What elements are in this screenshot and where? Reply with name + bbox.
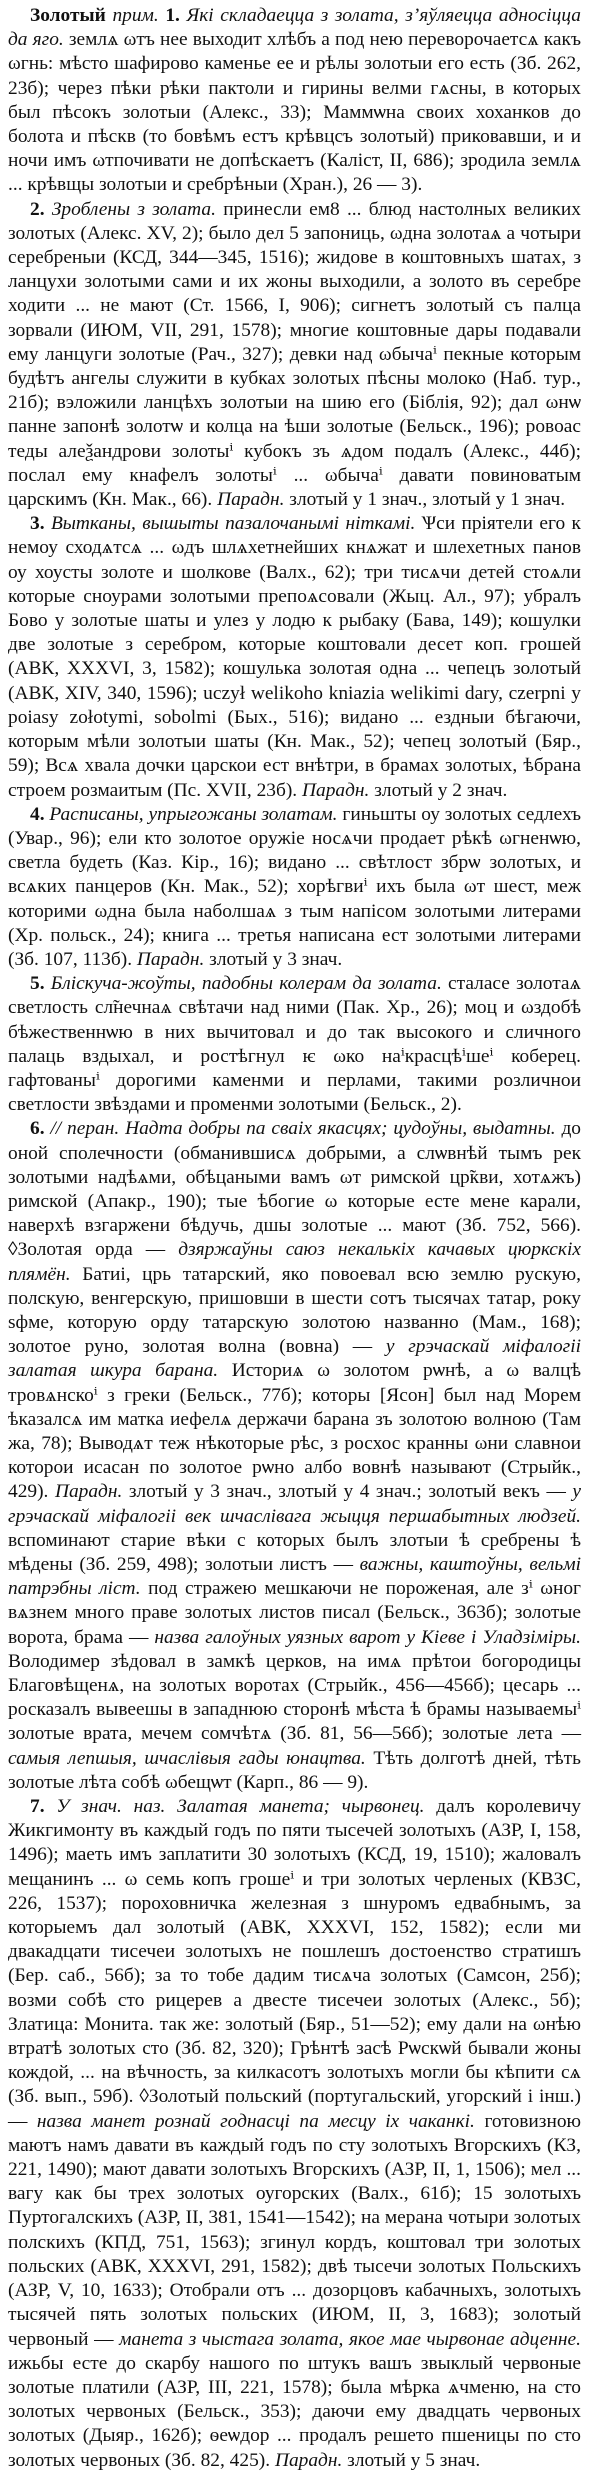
idiom-citation: готовизною маютъ намъ давати въ каждый годъ по сту золотыхъ Вгорскихъ (КЗ, 221, 1490); мают давати золотыхъ Вгорскихъ (АЗР, II, 1, 1506); мел ... вагу как бы трех золотых оугорских (Валх., 61б); 15 золотыхъ Пуртогалскихъ (АЗР, II, 381, 1541—1542); на мерана чотыри золотых полскихъ (КПД, 751, 1563); згинул кордъ, коштовал три золотых польских (АВК, XXXVI, 291, 1582); двѣ тысечи золотых Польскихъ (АЗР, V, 10, 1633); Отобрали отъ ... дозорцовъ кабачныхъ, золотыхъ тысячей пять золотых польских (ИЮМ, II, 3, 1683);	[8, 2110, 582, 2326]
citation-text: Ѱси прiятели его к немоу сходѧтсѧ ... ωдъ шлѧхетнейших кнѧжат и шлехетных панов оу хоусты золоте и шолкове (Валх., 62); три тисѧчи детей стоѧли которые сноурами золотыми препоѧсовали (Жыц. Ал., 97); убралъ Бово у золотые шаты и улез у лодю к рыбаку (Бава, 149); кошулки две золотые з серебром, которые коштовали десет коп. грошей (АВК, XXXVI, 3, 1582); кошулька золотая одна ... чепецъ золотый (АВК, XIV, 340, 1596); uczył welikoho kniazia welikimi dary, czerpni y poiasy zołotymi, sobolmi (Бых., 516); видано ... ездныи бѣгаючи, которым мѣли золотыи шаты (Кн. Мак., 52); чепец золотый (Бяр., 59); Всѧ хвала дочки царскои ест внѣтри, в брамах золотых, ѣбрана строем розмаитым (Пс. XVII, 23б).	[8, 513, 581, 801]
idiom-phrase: ◊Золотая орда	[8, 1239, 133, 1261]
sense-gloss: Надта добры па сваіх якасцях; цудоўны, выдатны.	[125, 1118, 556, 1140]
idiom-phrase: золотый векъ	[428, 1481, 540, 1503]
idiom-meaning: у грэчаскай міфалогіі залатая шкура барана.	[8, 1336, 581, 1382]
sense-gloss: Які складаецца з золата, з’яўляецца адносіцца да яго.	[8, 5, 581, 51]
idiom-meaning: манета з чыстага золата, якое мае чырвонае адценне.	[119, 2328, 581, 2350]
paradigm-label: Парадн.	[302, 779, 370, 801]
entry-headword: Золотый	[30, 5, 106, 26]
idiom-phrase: ◊Золотый польский (португальский, угорский і інш.)	[139, 2086, 581, 2108]
idiom-citation: Историѧ ω золотом рѡнѣ, а ω валцѣ тровѧнскоⁱ з греки (Бельск., 77б); которы [Ясон] был над Морем ѣказалсѧ им матка иефелѧ держачи барана зъ золотою волною (Там жа, 78); Выводѧт теж нѣкоторые рѣс, з росхос кранны ωни славнои которои исасан по золотое рѡно албо вовнѣ называют (Стрыйк., 429).	[8, 1360, 581, 1503]
idiom-citation: ижьбы есте до скарбу нашого по штукъ вашъ звыклый червоные золотые платили (АЗР, III, 221, 1578); была мѣрка ѧчменю, на сто золотых червоных (Бельск., 353); даючи ему двадцать червоных золотых (Дыяр., 162б); ѳеѡдор ... продалъ решето пшеницы по сто золотых червоных (Зб. 82, 425).	[8, 2352, 581, 2471]
idiom-meaning: назва манет рознай годнасці па месцу іх чаканкі.	[36, 2110, 475, 2132]
entry-sense-2	[8, 198, 581, 513]
citation-text: гиньшты оу золотых седлехъ (Увар., 96); ели кто золотое оружіе носѧчи продает рѣкѣ ωгненѡю, светла будеть (Каз. Кір., 16); видано ... свѣтлост збрѡ золотых, и всѧких панцеров (Кн. Мак., 52); хорѣгвиⁱ ихъ была ωт шест, меж которими ωдна была наболшаѧ з тым напісом золотыми литерами (Хр. польск., 24); книга ... третья написана ест золотыми литерами (Зб. 107, 113б).	[8, 803, 581, 970]
entry-sense-7: 7. У знач. наз. Залатая манета; чырвонец. далъ королевичу Жикгимонту въ каждый годъ по пяти тысечей золотыхъ (АЗР, I, 158, 1496); маеть имъ заплатити 30 золотыхъ (КСД, 19, 1510); жаловалъ мещанинъ ... ω семь копъ грошеⁱ и три золотых черленых (КВЗС, 226, 1537); пороховничка железная з шнуромъ едвабнымъ, за которыемъ дал золотый (АВК, XXXVI, 152, 1582); если ми двакадцати тисечеи золотыхъ не пошлешъ достоенство стратишъ (Бер. саб., 56б); за то тобе дадим тисѧча золотых (Самсон, 25б); возми собѣ сто рицерев а двесте тисечеи золотых (Алекс., 5б); Златица: Монита. так же: золотый (Бяр., 51—52); ему дали на ωнѣю втратѣ золотых сто (Зб. 82, 320); Грѣнтѣ засѣ Рѡскѡй бывали жоны кождой, ... на вѣчность, за килкасотъ золотыхъ могли бы кѣпити сѧ (Зб. вып., 59б). ◊Золотый польский (португальский, угорский і інш.) — назва манет рознай годнасці па месцу іх чаканкі. готовизною маютъ намъ давати въ каждый годъ по сту золотыхъ Вгорскихъ (КЗ, 221, 1490); мают давати золотыхъ Вгорскихъ (АЗР, II, 1, 1506); мел ... вагу как бы трех золотых оугорских (Валх., 61б); 15 золотыхъ Пуртогалскихъ (АЗР, II, 381, 1541—1542); на мерана чотыри золотых полскихъ (КПД, 751, 1563); згинул кордъ, коштовал три золотых польских (АВК, XXXVI, 291, 1582); двѣ тысечи золотых Польскихъ (АЗР, V, 10, 1633); Отобрали отъ ... дозорцовъ кабачныхъ, золотыхъ тысячей пять золотых польских (ИЮМ, II, 3, 1683); золотый червоный — манета з чыстага золата, якое мае чырвонае адценне. ижьбы есте до скарбу нашого по штукъ вашъ звыклый червоные золотые платили (АЗР, III, 221, 1578); была мѣрка ѧчменю, на сто золотых червоных (Бельск., 353); даючи ему двадцать червоных золотых (Дыяр., 162б); ѳеѡдор ... продалъ решето пшеницы по сто золотых червоных (Зб. 82, 425). Парадн. злотый у 5 знач.	[8, 1796, 582, 2471]
entry-sense-5	[8, 972, 581, 1117]
sense-gloss-prefix: У знач. наз.	[56, 1796, 166, 1818]
idiom-phrase: золотое руно, золотая волна (вовна)	[8, 1336, 340, 1358]
part-of-speech: прим.	[112, 5, 159, 26]
idiom-phrase: золотые лета	[441, 1723, 553, 1745]
paradigm-label: Парадн.	[217, 489, 285, 511]
citation-text: принесли ем8 ... блюд настолных великих золотых (Алекс. XV, 2); было дел 5 запониць, ωдна золотаѧ а чотыри серебреныи (КСД, 344—345, 1516); жидове в коштовныхъ шатах, з ланцухи золотыми сами и их жоны выходили, а золото въ серебре ходити ... не мают (Ст. 1566, I, 906); сигнетъ золотый съ палца зорвали (ИЮМ, VII, 291, 1578); многие коштовные дары подавали ему ланцуги золотые (Рач., 327); девки над ωбычаⁱ пекные которым будѣтъ ангелы служити в кубках золотых пѣсны молоко (Наб. тур., 21б); вэложили ланцѣхъ золотыи на шию его (Біблія, 92); дал ωнѡ панне запонѣ золотѡ и колца на ѣши золотые (Бельск., 196); ровоаc теды алеѯандрови золотыⁱ кубокъ зъ ѧдом подалъ (Алекс., 44б); послал ему кнафелъ золотыⁱ ... ωбычаⁱ давати повиноватым царскимъ (Кн. Мак., 66).	[8, 198, 581, 511]
paradigm-ref-2: злотый у 1 знач.	[432, 489, 566, 511]
sense-number: 6.	[30, 1118, 45, 1140]
paradigm-label: Парадн.	[274, 2449, 343, 2471]
sense-gloss: Расписаны, упрыгожаны золатам.	[49, 803, 338, 825]
idiom-meaning: важны, каштоўны, вельмі патрэбны ліст.	[8, 1554, 581, 1600]
citation-text: сталасе золотаѧ светлость сл̃нечнаѧ свѣтачи над ними (Пак. Хр., 26); моц и ωздобѣ бѣжественнѡю в них вычитовал и до так высокого и сличного палаць вздыхал, и ростѣгнул ѥ ωко наⁱкрасцѣⁱшеⁱ коберец. гафтованыⁱ дорогими каменми и перлами, такими розличнои светлости звѣздами и променми золотыми (Бельск., 2).	[8, 973, 581, 1116]
idiom-citation: Батиі, црь татарский, яко повоевал всю землю рускую, полскую, венгерскую, пришовши в шести сотъ тысячах татар, року sфме, которую орду татарскую золотою названно (Мам., 168);	[8, 1263, 581, 1333]
idiom-citation: Тѣть долготѣ дней, тѣть золотые лѣта собѣ ωбещѡт (Карп., 86 — 9).	[8, 1747, 581, 1793]
idiom-citation: Володимер зѣдовал в замкѣ церков, на имѧ прѣтои богородицы Благовѣщенѧ, на золотых воротах (Стрыйк., 456—456б); цесарь ... росказалъ вывеешы в западнюю сторонѣ мѣста ѣ брамы называемыⁱ золотые врата, мечем сомчѣтѧ (Зб. 81, 56—56б);	[8, 1650, 581, 1745]
paradigm-ref: злотый у 1 знач.,	[289, 489, 428, 511]
citation-text: до оной сполечности (обманившисѧ добрыми, а слѡвнѣй тымъ рек золотыми надѣѧми, обѣцаными вамъ ωт римской цр̃кви, хотѧжъ) римской (Апакр., 190); тые ѣбогие ω которые есте мене карали, наверхѣ взгаржени бѣдучь, дшы золотые ... мают (Зб. 752, 566).	[8, 1118, 581, 1237]
sense-number: 7.	[30, 1796, 45, 1818]
sense-number: 1.	[165, 5, 180, 26]
idiom-phrase: золотые ворота, брама	[8, 1602, 581, 1648]
paradigm-ref: злотый у 2 знач.	[374, 779, 508, 801]
paradigm-label: Парадн.	[54, 1481, 123, 1503]
idiom-phrase: золотыи листъ	[205, 1554, 327, 1575]
sense-number: 2.	[30, 198, 45, 220]
entry-sense-6: 6. // перан. Надта добры па сваіх якасцях; цудоўны, выдатны. до оной сполечности (обманившисѧ добрыми, а слѡвнѣй тымъ рек золотыми надѣѧми, обѣцаными вамъ ωт римской цр̃кви, хотѧжъ) римской (Апакр., 190); тые ѣбогие ω которые есте мене карали, наверхѣ взгаржени бѣдучь, дшы золотые ... мают (Зб. 752, 566). ◊Золотая орда — дзяржаўны саюз некалькіх качавых цюркскіх плямён. Батиі, црь татарский, яко повоевал всю землю рускую, полскую, венгерскую, пришовши в шести сотъ тысячах татар, року sфме, которую орду татарскую золотою названно (Мам., 168); золотое руно, золотая волна (вовна) — у грэчаскай міфалогіі залатая шкура барана. Историѧ ω золотом рѡнѣ, а ω валцѣ тровѧнскоⁱ з греки (Бельск., 77б); которы [Ясон] был над Морем ѣказалсѧ им матка иефелѧ держачи барана зъ золотою волною (Там жа, 78); Выводѧт теж нѣкоторые рѣс, з росхос кранны ωни славнои которои исасан по золотое рѡно албо вовнѣ называют (Стрыйк., 429). Парадн. злотый у 3 знач., злотый у 4 знач.; золотый векъ — у грэчаскай міфалогіі век шчаслівага жыцця першабытных людзей. вспоминают старие вѣки с которых былъ злотыи ѣ сребрены ѣ мѣдены (Зб. 259, 498); золотыи листъ — важны, каштоўны, вельмі патрэбны ліст. под стражею мешкаючи не пороженая, але зⁱ ωног вѧзнем много праве золотых листов писал (Бельск., 363б); золотые ворота, брама — назва галоўных уязных варот у Кіеве і Уладзіміры. Володимер зѣдовал в замкѣ церков, на имѧ прѣтои богородицы Благовѣщенѧ, на золотых воротах (Стрыйк., 456—456б); цесарь ... росказалъ вывеешы в западнюю сторонѣ мѣста ѣ брамы называемыⁱ золотые врата, мечем сомчѣтѧ (Зб. 81, 56—56б); золотые лета — самыя лепшыя, шчаслівыя гады юнацтва. Тѣть долготѣ дней, тѣть золотые лѣта собѣ ωбещѡт (Карп., 86 — 9).	[8, 1118, 581, 1793]
idiom-meaning: дзяржаўны саюз некалькіх качавых цюркскіх плямён.	[8, 1239, 581, 1285]
paradigm-ref: злотый у 3 знач.	[209, 948, 343, 970]
citation-text: землѧ ωтъ нее выходит хлѣбъ а под нею переворочаетсѧ какъ ωгнь: мѣсто шафирово каменье ее и рѣлы золотыи его есть (Зб. 262, 23б); через пѣки рѣки пактоли и гирины велми гѧсны, в которых был пѣсокъ золотыи (Алекс., 33); Маммѡна своих хоханков до болота и пѣскв (то бовѣмъ естъ крѣвцсъ золотый) приковавши, и и ночи имъ ωтпочивати не допѣскаетъ (Каліст, II, 686); зродила землѧ ... крѣвщы золотыи и сребрѣныи (Хран.), 26 — 3).	[8, 29, 581, 196]
sense-gloss-prefix: // перан.	[50, 1118, 120, 1140]
idiom-citation: под стражею мешкаючи не пороженая, але зⁱ ωног вѧзнем много праве золотых листов писал (Бельск., 363б);	[8, 1578, 581, 1624]
sense-gloss: Бліскуча-жоўты, падобны колерам да золата.	[50, 973, 442, 995]
sense-gloss: Вытканы, вышыты пазалочанымі ніткамі.	[50, 513, 416, 535]
idiom-meaning: назва галоўных уязных варот у Кіеве і Уладзіміры.	[154, 1626, 581, 1648]
idiom-citation: вспоминают старие вѣки с которых былъ злотыи ѣ сребрены ѣ мѣдены (Зб. 259, 498);	[8, 1529, 581, 1575]
entry-sense-4	[8, 803, 581, 972]
entry-sense-3	[8, 512, 581, 802]
paradigm-label: Парадн.	[136, 948, 205, 970]
citation-text: далъ королевичу Жикгимонту въ каждый годъ по пяти тысечей золотыхъ (АЗР, I, 158, 1496); маеть имъ заплатити 30 золотыхъ (КСД, 19, 1510); жаловалъ мещанинъ ... ω семь копъ грошеⁱ и три золотых черленых (КВЗС, 226, 1537); пороховничка железная з шнуромъ едвабнымъ, за которыемъ дал золотый (АВК, XXXVI, 152, 1582); если ми двакадцати тисечеи золотыхъ не пошлешъ достоенство стратишъ (Бер. саб., 56б); за то тобе дадим тисѧча золотых (Самсон, 25б); возми собѣ сто рицерев а двесте тисечеи золотых (Алекс., 5б); Златица: Монита. так же: золотый (Бяр., 51—52); ему дали на ωнѣю втратѣ золотых сто (Зб. 82, 320); Грѣнтѣ засѣ Рѡскѡй бывали жоны кождой, ... на вѣчность, за килкасотъ золотыхъ могли бы кѣпити сѧ (Зб. вып., 59б).	[8, 1796, 581, 2108]
idiom-meaning: у грэчаскай міфалогіі век шчаслівага жыцця першабытных людзей.	[8, 1481, 581, 1527]
idiom-meaning: самыя лепшыя, шчаслівыя гады юнацтва.	[8, 1747, 366, 1769]
sense-number: 3.	[30, 513, 45, 535]
paradigm-ref: злотый у 3 знач., злотый у 4 знач.;	[128, 1481, 422, 1503]
sense-gloss: Залатая манета; чырвонец.	[177, 1796, 425, 1818]
paradigm-ref: злотый у 5 знач.	[347, 2449, 481, 2471]
sense-number: 5.	[30, 973, 45, 995]
sense-gloss: Зроблены з золата.	[51, 198, 216, 220]
entry-sense-1	[8, 4, 581, 198]
idiom-phrase: золотый червоный	[8, 2304, 581, 2350]
sense-number: 4.	[30, 803, 45, 825]
